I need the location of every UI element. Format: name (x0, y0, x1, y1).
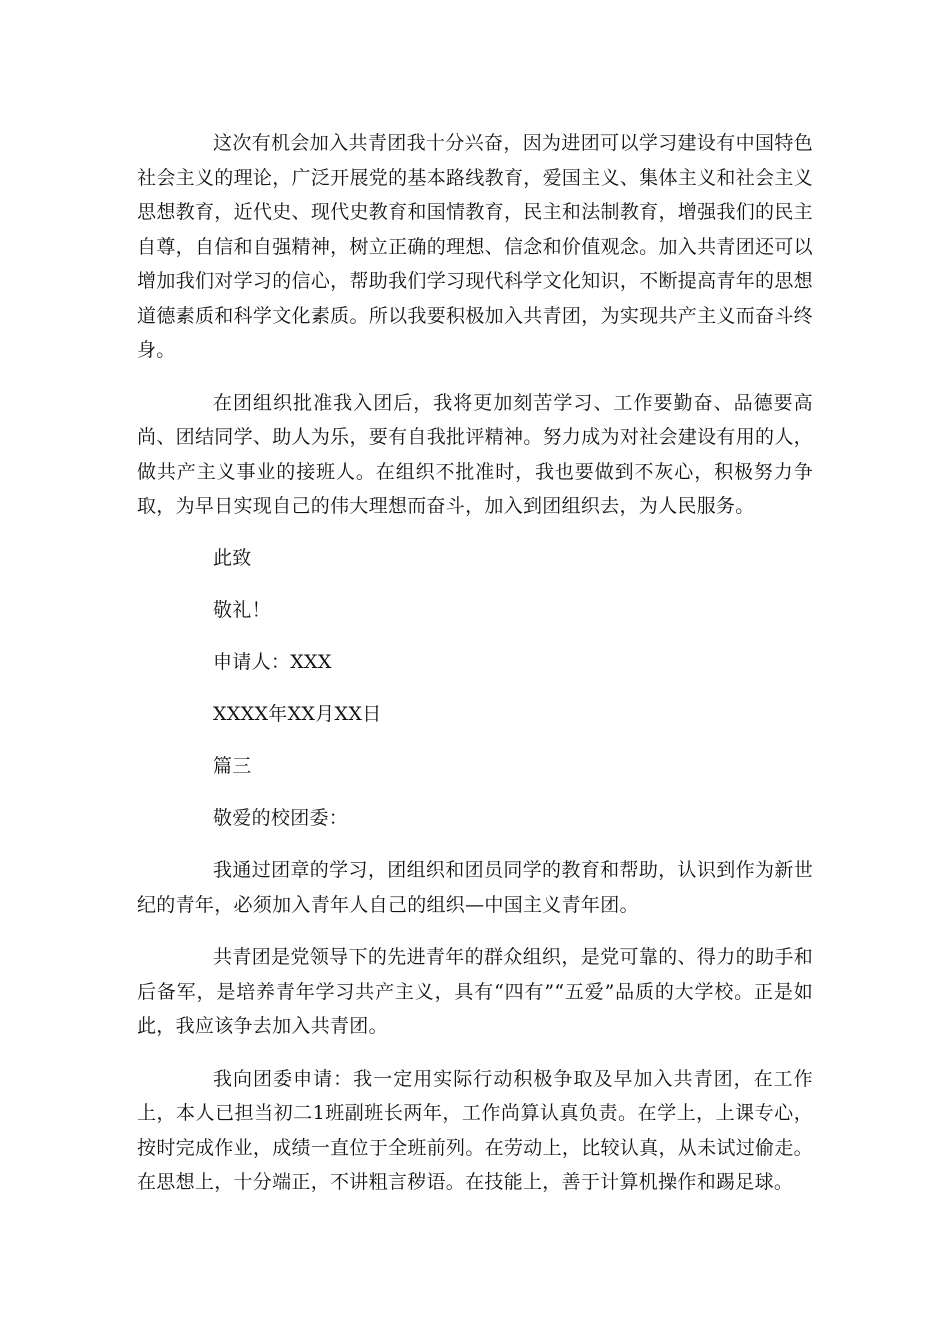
applicant-line: 申请人：XXX (213, 651, 332, 673)
date-line: XXXX年XX月XX日 (213, 703, 382, 725)
paragraph-motivation: 这次有机会加入共青团我十分兴奋，因为进团可以学习建设有中国特色社会主义的理论，广泛开展党的基本路线教育，爱国主义、集体主义和社会主义思想教育，近代史、现代史教育和国情教育，民主和法制教育，增强我们的民主自尊，自信和自强精神，树立正确的理想、信念和价值观念。加入共青团还可以增加我们对学习的信心，帮助我们学习现代科学文化知识，不断提高青年的思想道德素质和科学文化素质。所以我要积极加入共青团，为实现共产主义而奋斗终身。 (137, 132, 813, 361)
closing-line: 此致 (213, 547, 252, 569)
salute-line: 敬礼！ (213, 599, 271, 621)
paragraph-application: 我向团委申请：我一定用实际行动积极争取及早加入共青团，在工作上，本人已担当初二1班副班长两年，工作尚算认真负责。在学上，上课专心，按时完成作业，成绩一直位于全班前列。在劳动上，比较认真，从未试过偷走。在思想上，十分端正，不讲粗言秽语。在技能上，善于计算机操作和踢足球。 (137, 1067, 813, 1193)
greeting-line: 敬爱的校团委： (213, 807, 349, 829)
paragraph-commitment: 在团组织批准我入团后，我将更加刻苦学习、工作要勤奋、品德要高尚、团结同学、助人为乐，要有自我批评精神。努力成为对社会建设有用的人，做共产主义事业的接班人。在组织不批准时，我也要做到不灰心，积极努力争取，为早日实现自己的伟大理想而奋斗，加入到团组织去，为人民服务。 (137, 391, 813, 517)
paragraph-league-role: 共青团是党领导下的先进青年的群众组织，是党可靠的、得力的助手和后备军，是培养青年学习共产主义，具有“四有”“五爱”品质的大学校。正是如此，我应该争去加入共青团。 (137, 946, 813, 1037)
document-page (137, 126, 813, 1200)
section-title: 篇三 (213, 755, 252, 777)
paragraph-learning: 我通过团章的学习，团组织和团员同学的教育和帮助，认识到作为新世纪的青年，必须加入青年人自己的组织—中国主义青年团。 (137, 859, 813, 916)
